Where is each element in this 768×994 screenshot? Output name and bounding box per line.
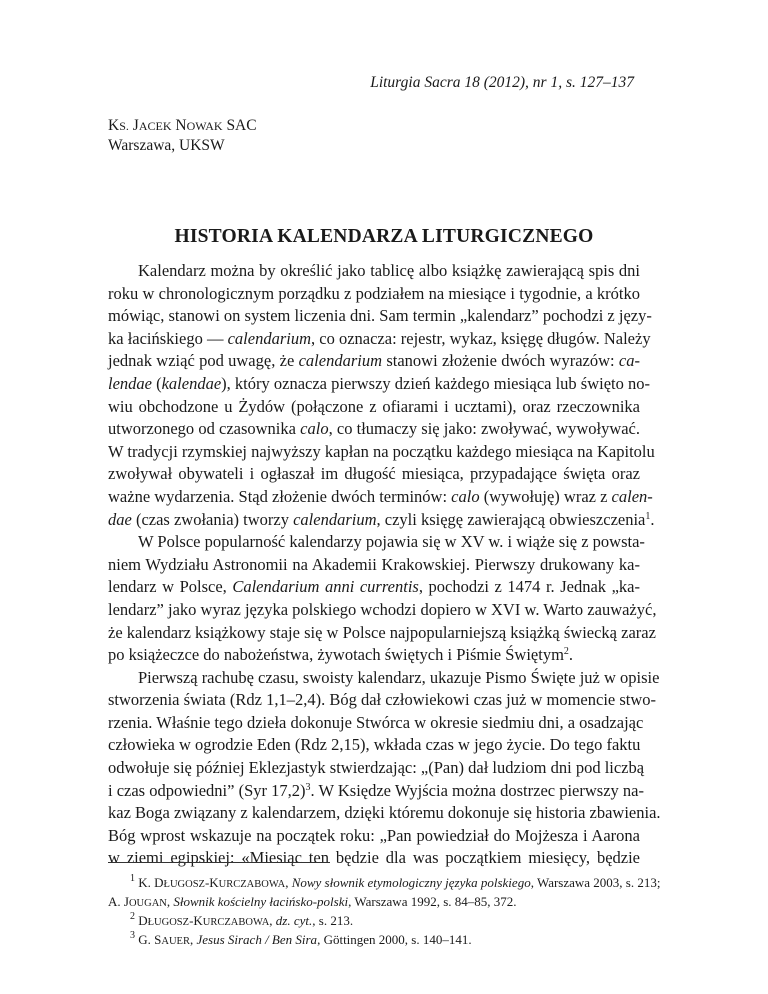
text-line: po książeczce do nabożeństwa, żywotach świętych i Piśmie Świętym$^2$. <box>108 645 574 665</box>
text-line: W tradycji rzymskiej najwyższy kapłan na początku każdego miesiąca na Kapitolu <box>108 441 655 461</box>
text-line: zwoływał obywateli i ogłaszał im długość miesiąca, przypadające święta oraz <box>108 464 640 484</box>
article-body <box>108 260 661 870</box>
text-line: że kalendarz książkowy staje się w Polsce najpopularniejszą książką świecką zaraz <box>108 622 656 642</box>
footnote: A. JOUGAN, Słownik kościelny łacińsko-polski, Warszawa 1992, s. 84–85, 372. <box>108 894 517 909</box>
text-line: jednak wziąć pod uwagę, że calendarium stanowi złożenie dwóch wyrazów: ca- <box>108 351 640 371</box>
text-line: W Polsce popularność kalendarzy pojawia się w XV w. i wiąże się z powsta- <box>138 532 645 552</box>
text-line: człowieka w ogrodzie Eden (Rdz 2,15), wkłada czas w jego życie. Do tego faktu <box>108 735 641 755</box>
footnote: $^1$ K. DŁUGOSZ-KURCZABOWA, Nowy słownik etymologiczny języka polskiego, Warszawa 2003, s. 213; <box>130 873 661 890</box>
text-line: Bóg wprost wskazuje na początek roku: „Pan powiedział do Mojżesza i Aarona <box>108 825 640 845</box>
text-line: ważne wydarzenia. Stąd złożenie dwóch terminów: calo (wywołuję) wraz z calen- <box>108 486 653 506</box>
paragraph <box>108 667 661 870</box>
text-line: lendae (kalendae), który oznacza pierwszy dzień każdego miesiąca lub święto no- <box>108 373 651 393</box>
paragraph <box>108 260 655 531</box>
footnotes <box>108 873 661 950</box>
text-line: Pierwszą rachubę czasu, swoisty kalendarz, ukazuje Pismo Święte już w opisie <box>138 667 660 687</box>
text-line: dae (czas zwołania) tworzy calendarium, czyli księgę zawierającą obwieszczenia$^1$. <box>108 509 655 529</box>
text-line: lendarz w Polsce, Calendarium anni currentis, pochodzi z 1474 r. Jednak „ka- <box>108 577 640 597</box>
footnote: $^3$ G. SAUER, Jesus Sirach / Ben Sira, Göttingen 2000, s. 140–141. <box>130 930 472 947</box>
text-line: rzenia. Właśnie tego dzieła dokonuje Stwórca w okresie siedmiu dni, a osadzając <box>108 712 644 732</box>
author-block <box>108 116 257 156</box>
text-line: roku w chronologicznym porządku z podziałem na miesiące i tygodnie, a krótko <box>108 283 640 303</box>
footnote: $^2$ DŁUGOSZ-KURCZABOWA, dz. cyt., s. 213. <box>130 911 354 928</box>
text-line: odwołuje się później Eklezjastyk stwierdzając: „(Pan) dał ludziom dni pod liczbą <box>108 758 645 778</box>
text-line: wiu obchodzone u Żydów (połączone z ofiarami i ucztami), oraz rzeczownika <box>108 396 640 416</box>
journal-citation: Liturgia Sacra 18 (2012), nr 1, s. 127–137 <box>370 74 634 91</box>
text-line: stworzenia świata (Rdz 1,1–2,4). Bóg dał człowiekowi czas już w momencie stwo- <box>108 690 657 710</box>
text-line: Kalendarz można by określić jako tablicę albo książkę zawierającą spis dni <box>138 261 640 280</box>
author-name: KS. JACEK NOWAK SAC <box>108 117 257 134</box>
footnote-rule <box>108 862 330 863</box>
text-line: i czas odpowiedni” (Syr 17,2)$^3$. W Księdze Wyjścia można dostrzec pierwszy na- <box>108 780 644 800</box>
author-affiliation: Warszawa, UKSW <box>108 137 225 154</box>
article-title: HISTORIA KALENDARZA LITURGICZNEGO <box>174 226 594 247</box>
text-line: ka łacińskiego — calendarium, co oznacza: rejestr, wykaz, księgę długów. Należy <box>108 328 651 348</box>
text-line: niem Wydziału Astronomii na Akademii Krakowskiej. Pierwszy drukowany ka- <box>108 554 640 574</box>
paragraph <box>108 531 657 667</box>
text-line: kaz Boga związany z kalendarzem, dzięki któremu dokonuje się historia zbawienia. <box>108 803 661 823</box>
text-line: mówiąc, stanowi on system liczenia dni. Sam termin „kalendarz” pochodzi z języ- <box>108 306 652 326</box>
text-line: lendarz” jako wyraz języka polskiego wchodzi dopiero w XVI w. Warto zauważyć, <box>108 599 657 619</box>
text-line: utworzonego od czasownika calo, co tłumaczy się jako: zwoływać, wywoływać. <box>108 419 641 439</box>
text-line: w ziemi egipskiej: «Miesiąc ten będzie dla was początkiem miesięcy, będzie <box>108 848 640 868</box>
